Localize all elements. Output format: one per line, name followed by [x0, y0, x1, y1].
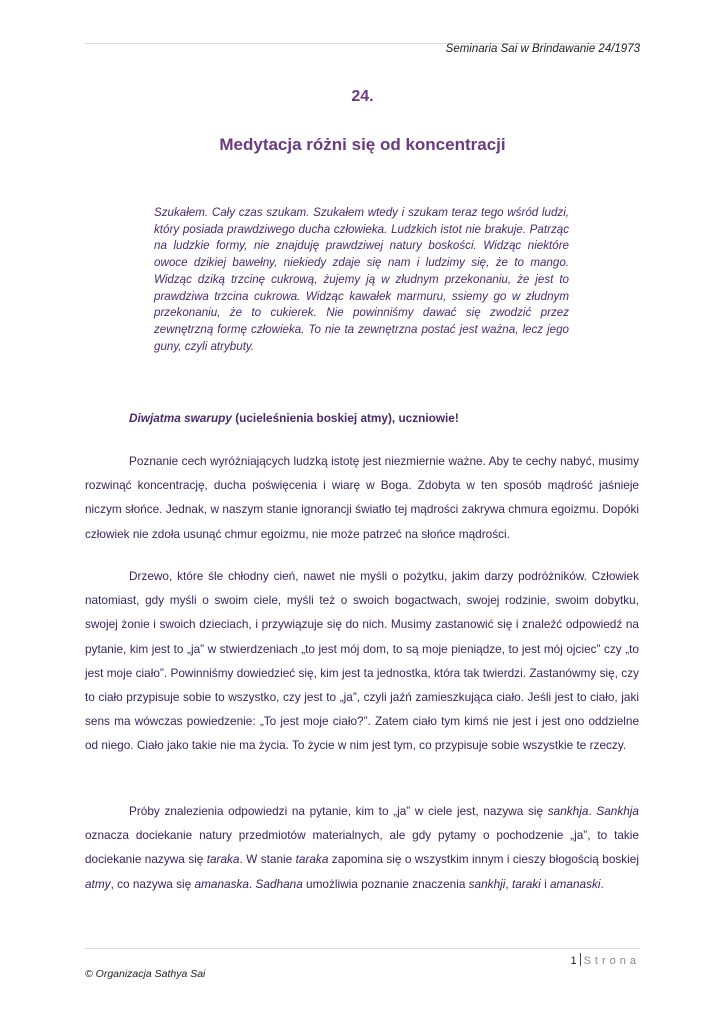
- text-run: .: [248, 876, 256, 891]
- term: taraka: [206, 852, 240, 867]
- page-number: 1: [570, 955, 577, 967]
- term: amanaska: [194, 876, 249, 891]
- text-run: .: [600, 876, 604, 891]
- term: Sadhana: [255, 876, 303, 891]
- term: Sankhja: [596, 804, 639, 818]
- epigraph-quote: Szukałem. Cały czas szukam. Szukałem wtedy i szukam teraz tego wśród ludzi, który posiada prawdziwego ducha człowieka. Ludzkich istot nie brakuje. Patrząc na ludzkie formy, nie znajduję prawdziwej natury boskości. Widząc niektóre owoce dzikiej bawełny, niekiedy zdaje się nam i ludzimy się, że to mango. Widząc dziką trzcinę cukrową, żujemy ją w złudnym przekonaniu, że jest to prawdziwa trzcina cukrowa. Widząc kawałek marmuru, ssiemy go w złudnym przekonaniu, że to cukierek. Nie powinniśmy dawać się zwodzić przez zewnętrzną formę człowieka. To nie ta zewnętrzna postać jest ważna, lecz jego guny, czyli atrybuty.: [154, 206, 569, 353]
- text-run: ,: [505, 876, 512, 891]
- page-separator: [580, 953, 581, 966]
- text-run: umożliwia poznanie znaczenia: [302, 876, 469, 891]
- term: taraka: [295, 852, 329, 867]
- paragraph-1: Poznanie cech wyróżniających ludzką istotę jest niezmiernie ważne. Aby te cechy nabyć, musimy rozwinąć koncentrację, ducha poświęcenia i wiarę w Boga. Zdobyta w ten sposób mądrość jaśnieje niczym słońce. Jednak, w naszym stanie ignorancji światło tej mądrości zakrywa chmura egoizmu. Dopóki człowiek nie zdoła usunąć chmur egoizmu, nie może patrzeć na słońce mądrości.: [85, 454, 639, 541]
- chapter-number: 24.: [351, 88, 374, 105]
- text-run: , co nazywa się: [110, 876, 195, 891]
- page-indicator: [570, 953, 640, 967]
- footer-rule: [85, 948, 640, 949]
- text-run: zapomina się o wszystkim innym i cieszy błogością boskiej: [328, 852, 639, 867]
- text-run: . W stanie: [239, 852, 296, 867]
- term: amanaski: [550, 876, 601, 891]
- term: atmy: [85, 876, 111, 891]
- greeting-rest: (ucieleśnienia boskiej atmy), uczniowie!: [231, 411, 459, 425]
- term: sankhji: [468, 876, 506, 891]
- page-word: Strona: [583, 955, 640, 967]
- text-run: Próby znalezienia odpowiedzi na pytanie, kim to „ja” w ciele jest, nazywa się: [129, 804, 548, 818]
- chapter-title: Medytacja różni się od koncentracji: [219, 135, 506, 154]
- running-header: Seminaria Sai w Brindawanie 24/1973: [445, 43, 640, 55]
- paragraph-3: [85, 799, 639, 896]
- text-run: .: [588, 804, 597, 818]
- greeting: [129, 411, 459, 425]
- footer-organization: © Organizacja Sathya Sai: [85, 968, 206, 980]
- text-run: oznacza dociekanie natury przedmiotów materialnych, ale gdy pytamy o pochodzenie „ja”, to takie dociekanie nazywa się: [85, 828, 639, 867]
- text-run: i: [540, 876, 550, 891]
- paragraph-2: Drzewo, które śle chłodny cień, nawet nie myśli o pożytku, jakim darzy podróżników. Człowiek natomiast, gdy myśli o swoim ciele, myśli też o swoich bogactwach, swojej rodzinie, swoim dobytku, swojej żonie i swoich dzieciach, i przywiązuje się do nich. Musimy zastanowić się i znaleźć odpowiedź na pytanie, kim jest to „ja” w stwierdzeniach „to jest mój dom, to są moje pieniądze, to jest mój ojciec” czy „to jest moje ciało”. Powinniśmy dowiedzieć się, kim jest ta jednostka, która tak twierdzi. Zastanówmy się, czy to ciało przypisuje sobie to wszystko, czy jest to „ja”, czyli jaźń zamieszkująca ciało. Jeśli jest to ciało, jaki sens ma wówczas powiedzenie: „To jest moje ciało?”. Zatem ciało tym kimś nie jest i jest ono oddzielne od niego. Ciało jako takie nie ma życia. To życie w nim jest tym, co przypisuje sobie wszystkie te rzeczy.: [85, 569, 639, 753]
- term: sankhja: [547, 804, 589, 818]
- greeting-italic: Diwjatma swarupy: [129, 411, 232, 425]
- term: taraki: [511, 876, 541, 891]
